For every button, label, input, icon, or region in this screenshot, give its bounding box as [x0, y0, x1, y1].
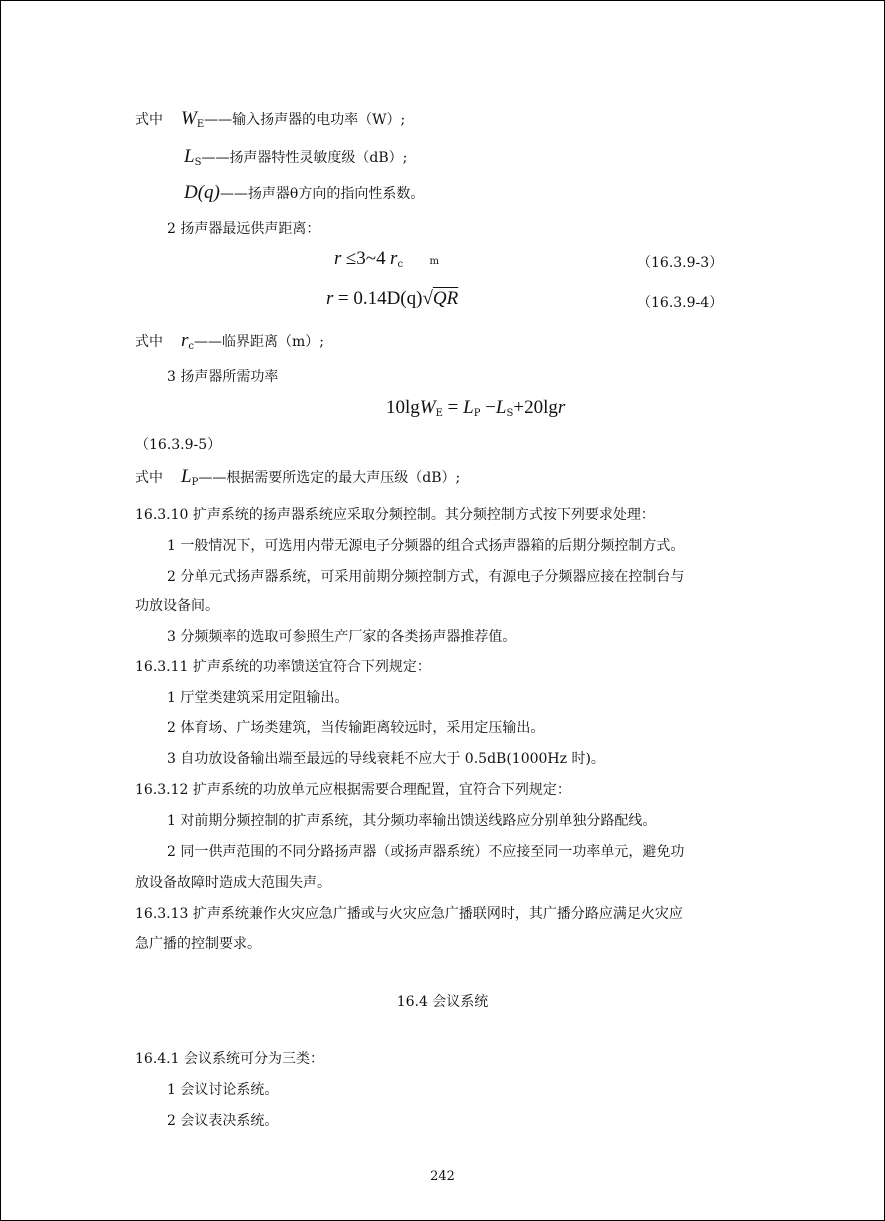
clause-16-3-11-item-2: 2 体育场、广场类建筑，当传输距离较远时，采用定压输出。: [167, 720, 545, 736]
clause-16-3-13-line-1: 16.3.13 扩声系统兼作火灾应急广播或与火灾应急广播联网时，其广播分路应满足火灾应: [135, 906, 683, 922]
symbol-rc: r: [181, 330, 189, 351]
eq5-lp-sub: P: [473, 408, 481, 419]
eq3-relation: ≤3~4: [345, 248, 386, 269]
eq3-rc-sub: c: [397, 259, 404, 270]
definition-line-rc: [135, 331, 324, 357]
equation-number-16-3-9-4: （16.3.9-4）: [637, 295, 724, 311]
equation-number-16-3-9-5: （16.3.9-5）: [135, 437, 222, 453]
eq5-rest: +20lg: [513, 397, 558, 418]
item-2-label: 2 扬声器最远供声距离：: [167, 221, 321, 237]
definition-line-lp: [135, 467, 460, 493]
eq5-we-sub: E: [435, 408, 443, 419]
symbol-dq: D(q): [184, 182, 220, 203]
equation-16-3-9-3: [334, 249, 439, 275]
symbol-we: W: [181, 108, 197, 129]
clause-16-3-11-heading: 16.3.11 扩声系统的功率馈送宜符合下列规定：: [135, 659, 431, 675]
clause-16-4-1-item-1: 1 会议讨论系统。: [167, 1082, 279, 1098]
item-3-label: 3 扬声器所需功率: [167, 369, 279, 385]
clause-16-3-12-item-2: 2 同一供声范围的不同分路扬声器（或扬声器系统）不应接至同一功率单元，避免功: [167, 844, 685, 860]
clause-16-3-10-item-2: 2 分单元式扬声器系统，可采用前期分频控制方式，有源电子分频器应接在控制台与: [167, 569, 685, 585]
definition-intro: 式中: [135, 112, 163, 128]
symbol-ls-sub: S: [194, 157, 202, 168]
definition-lp-text: ——根据需要所选定的最大声压级（dB）;: [198, 470, 461, 486]
eq3-r: r: [334, 248, 342, 269]
eq5-ls-sub: S: [506, 408, 514, 419]
symbol-we-sub: E: [196, 119, 205, 130]
clause-16-3-11-item-3: 3 自功放设备输出端至最远的导线衰耗不应大于 0.5dB(1000Hz 时)。: [167, 751, 605, 767]
clause-16-3-11-item-1: 1 厅堂类建筑采用定阻输出。: [167, 690, 349, 706]
symbol-lp-sub: P: [191, 477, 199, 488]
eq5-we: W: [419, 397, 436, 418]
definition-we-text: ——输入扬声器的电功率（W）;: [204, 112, 406, 128]
definition-line-ls: [184, 147, 407, 173]
symbol-ls: L: [184, 146, 195, 167]
definition-ls-text: ——扬声器特性灵敏度级（dB）;: [201, 150, 408, 166]
clause-16-3-10-heading: 16.3.10 扩声系统的扬声器系统应采取分频控制。其分频控制方式按下列要求处理：: [135, 507, 655, 523]
clause-16-4-1-item-2: 2 会议表决系统。: [167, 1113, 279, 1129]
clause-16-3-12-item-2-cont: 放设备故障时造成大范围失声。: [135, 875, 331, 891]
eq5-ls: L: [495, 397, 507, 418]
symbol-lp: L: [181, 466, 192, 487]
symbol-rc-sub: c: [188, 341, 195, 352]
definition-line-we: [135, 109, 405, 135]
definition-dq-text: ——扬声器θ方向的指向性系数。: [219, 186, 425, 202]
eq5-eq: =: [442, 397, 464, 418]
section-title-16-4: 16.4 会议系统: [396, 994, 489, 1010]
clause-16-3-10-item-1: 1 一般情况下，可选用内带无源电子分频器的组合式扬声器箱的后期分频控制方式。: [167, 538, 685, 554]
eq4-rhs: = 0.14D(q): [337, 288, 423, 309]
page-number: 242: [430, 1169, 455, 1184]
definition-intro: 式中: [135, 334, 163, 350]
clause-16-4-1-heading: 16.4.1 会议系统可分为三类：: [135, 1051, 324, 1067]
equation-16-3-9-4: [326, 289, 458, 310]
clause-16-3-12-heading: 16.3.12 扩声系统的功放单元应根据需要合理配置，宜符合下列规定：: [135, 782, 571, 798]
eq5-lp: L: [463, 397, 474, 418]
eq5-minus: −: [480, 397, 496, 418]
definition-rc-text: ——临界距离（m）;: [194, 334, 325, 350]
eq3-unit: m: [429, 256, 439, 267]
clause-16-3-12-item-1: 1 对前期分频控制的扩声系统，其分频功率输出馈送线路应分别单独分路配线。: [167, 813, 657, 829]
clause-16-3-13-line-2: 急广播的控制要求。: [135, 936, 261, 952]
eq4-lhs: r: [326, 288, 334, 309]
equation-16-3-9-5: [386, 398, 565, 424]
eq4-sqrt-arg: QR: [432, 288, 459, 309]
definition-intro: 式中: [135, 470, 163, 486]
eq5-r: r: [557, 397, 566, 418]
clause-16-3-10-item-3: 3 分频频率的选取可参照生产厂家的各类扬声器推荐值。: [167, 629, 517, 645]
eq4-sqrt-sign: √: [422, 288, 433, 309]
definition-line-dq: [184, 183, 424, 204]
eq5-text-a: 10lg: [386, 397, 420, 418]
equation-number-16-3-9-3: （16.3.9-3）: [637, 255, 724, 271]
clause-16-3-10-item-2-cont: 功放设备间。: [135, 598, 219, 614]
eq3-rc: r: [390, 248, 398, 269]
